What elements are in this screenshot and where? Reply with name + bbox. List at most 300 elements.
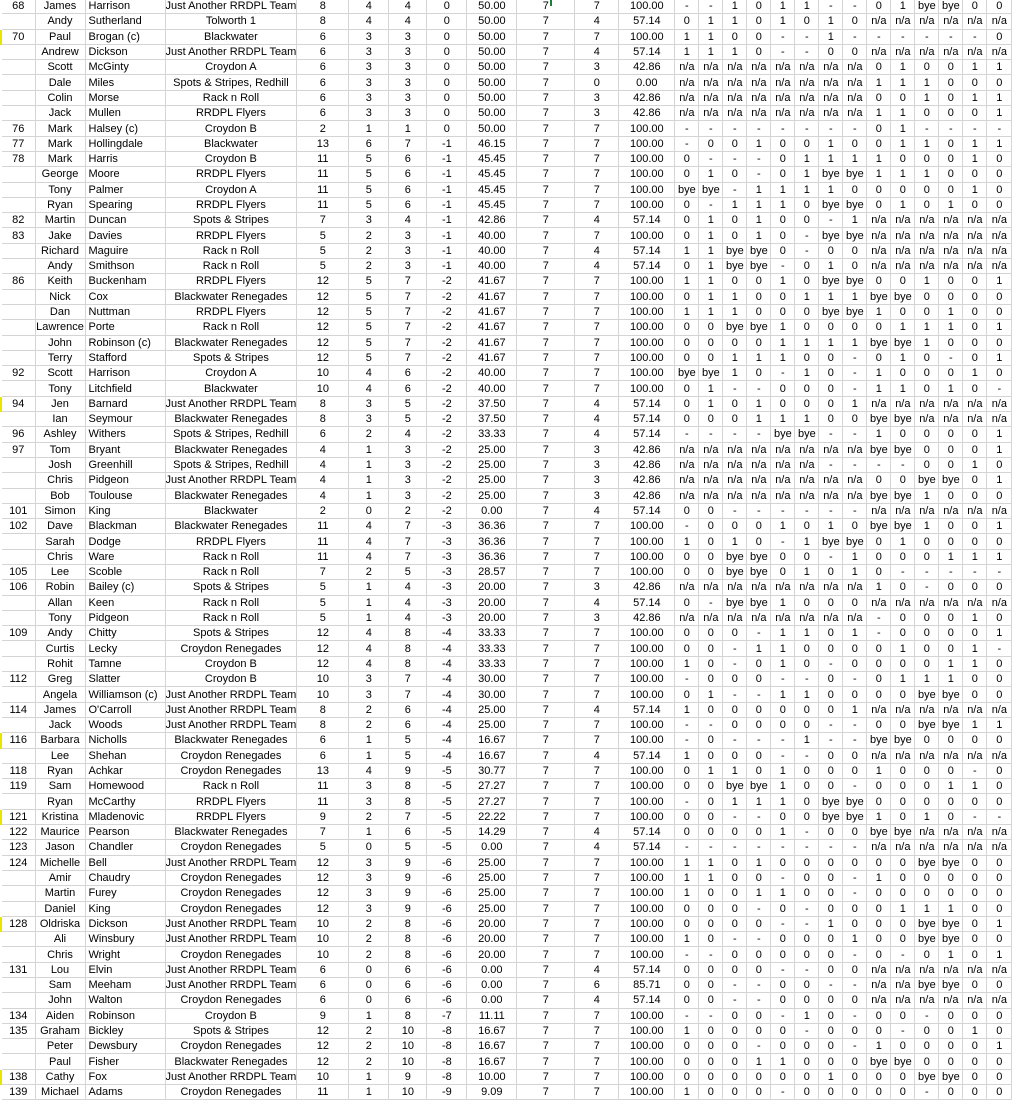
- result-cell[interactable]: 0: [795, 350, 819, 365]
- max-weeks-cell[interactable]: 7: [517, 733, 575, 748]
- weeks-played-cell[interactable]: 7: [575, 350, 619, 365]
- attendance-pct-cell[interactable]: 42.86: [619, 106, 675, 121]
- result-cell[interactable]: 1: [939, 381, 963, 396]
- result-cell[interactable]: 0: [771, 213, 795, 228]
- lost-cell[interactable]: 7: [389, 335, 427, 350]
- won-cell[interactable]: 1: [349, 1008, 389, 1023]
- win-pct-cell[interactable]: 30.00: [467, 672, 517, 687]
- result-cell[interactable]: 1: [675, 656, 699, 671]
- plus-minus-cell[interactable]: 0: [427, 75, 467, 90]
- last-name-cell[interactable]: Adams: [85, 1085, 165, 1100]
- win-pct-cell[interactable]: 37.50: [467, 396, 517, 411]
- weeks-played-cell[interactable]: 7: [575, 870, 619, 885]
- attendance-pct-cell[interactable]: 100.00: [619, 870, 675, 885]
- position-cell[interactable]: [1, 610, 35, 625]
- result-cell[interactable]: n/a: [843, 442, 867, 457]
- team-cell[interactable]: Blackwater Renegades: [165, 519, 297, 534]
- result-cell[interactable]: n/a: [987, 702, 1012, 717]
- won-cell[interactable]: 0: [349, 993, 389, 1008]
- result-cell[interactable]: 0: [723, 855, 747, 870]
- plus-minus-cell[interactable]: -4: [427, 733, 467, 748]
- result-cell[interactable]: 0: [819, 886, 843, 901]
- max-weeks-cell[interactable]: 7: [517, 840, 575, 855]
- lost-cell[interactable]: 7: [389, 136, 427, 151]
- result-cell[interactable]: 1: [795, 626, 819, 641]
- result-cell[interactable]: n/a: [963, 825, 987, 840]
- result-cell[interactable]: 0: [891, 1008, 915, 1023]
- attendance-pct-cell[interactable]: 42.86: [619, 442, 675, 457]
- result-cell[interactable]: bye: [747, 243, 771, 258]
- max-weeks-cell[interactable]: 7: [517, 993, 575, 1008]
- weeks-played-cell[interactable]: 7: [575, 1008, 619, 1023]
- result-cell[interactable]: 0: [915, 60, 939, 75]
- result-cell[interactable]: 0: [963, 534, 987, 549]
- plus-minus-cell[interactable]: -3: [427, 564, 467, 579]
- team-cell[interactable]: Croydon Renegades: [165, 993, 297, 1008]
- weeks-played-cell[interactable]: 3: [575, 488, 619, 503]
- result-cell[interactable]: 0: [819, 381, 843, 396]
- result-cell[interactable]: n/a: [699, 90, 723, 105]
- result-cell[interactable]: 0: [819, 870, 843, 885]
- played-cell[interactable]: 10: [297, 366, 349, 381]
- attendance-pct-cell[interactable]: 57.14: [619, 213, 675, 228]
- plus-minus-cell[interactable]: 0: [427, 44, 467, 59]
- first-name-cell[interactable]: Barbara: [35, 733, 85, 748]
- team-cell[interactable]: Rack n Roll: [165, 259, 297, 274]
- team-cell[interactable]: Just Another RRDPL Team: [165, 397, 297, 410]
- result-cell[interactable]: 0: [891, 90, 915, 105]
- result-cell[interactable]: 1: [771, 412, 795, 427]
- team-cell[interactable]: Tolworth 1: [165, 14, 297, 29]
- played-cell[interactable]: 12: [297, 274, 349, 289]
- result-cell[interactable]: -: [891, 1023, 915, 1038]
- lost-cell[interactable]: 7: [389, 289, 427, 304]
- result-cell[interactable]: 0: [939, 151, 963, 166]
- result-cell[interactable]: n/a: [843, 580, 867, 595]
- played-cell[interactable]: 10: [297, 916, 349, 931]
- position-cell[interactable]: [1, 549, 35, 564]
- first-name-cell[interactable]: Jack: [35, 717, 85, 732]
- result-cell[interactable]: n/a: [915, 840, 939, 855]
- win-pct-cell[interactable]: 46.15: [467, 136, 517, 151]
- result-cell[interactable]: 0: [795, 320, 819, 335]
- result-cell[interactable]: 0: [795, 855, 819, 870]
- won-cell[interactable]: 1: [349, 733, 389, 748]
- result-cell[interactable]: 0: [915, 106, 939, 121]
- result-cell[interactable]: 0: [675, 151, 699, 166]
- result-cell[interactable]: bye: [939, 687, 963, 702]
- team-cell[interactable]: Spots & Stripes: [165, 626, 297, 641]
- position-cell[interactable]: [1, 335, 35, 350]
- win-pct-cell[interactable]: 42.86: [467, 213, 517, 228]
- won-cell[interactable]: 1: [349, 473, 389, 488]
- result-cell[interactable]: 0: [987, 366, 1012, 381]
- result-cell[interactable]: 1: [699, 213, 723, 228]
- win-pct-cell[interactable]: 36.36: [467, 519, 517, 534]
- result-cell[interactable]: n/a: [723, 610, 747, 625]
- result-cell[interactable]: -: [675, 121, 699, 136]
- result-cell[interactable]: n/a: [675, 473, 699, 488]
- result-cell[interactable]: 0: [987, 687, 1012, 702]
- result-cell[interactable]: 0: [939, 442, 963, 457]
- result-cell[interactable]: 0: [963, 1039, 987, 1054]
- result-cell[interactable]: bye: [723, 243, 747, 258]
- result-cell[interactable]: bye: [867, 825, 891, 840]
- result-cell[interactable]: 1: [675, 855, 699, 870]
- max-weeks-cell[interactable]: 7: [517, 396, 575, 411]
- result-cell[interactable]: -: [771, 1008, 795, 1023]
- result-cell[interactable]: 0: [939, 519, 963, 534]
- result-cell[interactable]: bye: [819, 534, 843, 549]
- result-cell[interactable]: 1: [843, 151, 867, 166]
- result-cell[interactable]: 0: [843, 1054, 867, 1069]
- result-cell[interactable]: n/a: [747, 106, 771, 121]
- win-pct-cell[interactable]: 50.00: [467, 90, 517, 105]
- lost-cell[interactable]: 10: [389, 1039, 427, 1054]
- weeks-played-cell[interactable]: 4: [575, 412, 619, 427]
- weeks-played-cell[interactable]: 6: [575, 978, 619, 993]
- result-cell[interactable]: -: [723, 641, 747, 656]
- result-cell[interactable]: -: [795, 916, 819, 931]
- result-cell[interactable]: 0: [747, 366, 771, 381]
- result-cell[interactable]: 0: [867, 916, 891, 931]
- result-cell[interactable]: 1: [963, 366, 987, 381]
- plus-minus-cell[interactable]: -3: [427, 519, 467, 534]
- position-cell[interactable]: [1, 304, 35, 319]
- position-cell[interactable]: 78: [1, 151, 35, 166]
- attendance-pct-cell[interactable]: 100.00: [619, 717, 675, 732]
- won-cell[interactable]: 5: [349, 289, 389, 304]
- result-cell[interactable]: n/a: [891, 228, 915, 243]
- first-name-cell[interactable]: Ryan: [35, 794, 85, 809]
- result-cell[interactable]: 1: [843, 549, 867, 564]
- played-cell[interactable]: 11: [297, 779, 349, 794]
- team-cell[interactable]: Blackwater Renegades: [165, 289, 297, 304]
- first-name-cell[interactable]: Tom: [35, 442, 85, 457]
- result-cell[interactable]: -: [723, 121, 747, 136]
- result-cell[interactable]: 0: [675, 335, 699, 350]
- result-cell[interactable]: 0: [771, 932, 795, 947]
- result-cell[interactable]: 0: [675, 396, 699, 411]
- first-name-cell[interactable]: Ashley: [35, 427, 85, 442]
- result-cell[interactable]: n/a: [747, 457, 771, 472]
- result-cell[interactable]: -: [699, 151, 723, 166]
- result-cell[interactable]: -: [891, 29, 915, 44]
- result-cell[interactable]: 0: [915, 289, 939, 304]
- lost-cell[interactable]: 10: [389, 1023, 427, 1038]
- result-cell[interactable]: bye: [867, 335, 891, 350]
- result-cell[interactable]: n/a: [915, 243, 939, 258]
- position-cell[interactable]: 135: [1, 1023, 35, 1038]
- result-cell[interactable]: -: [939, 350, 963, 365]
- max-weeks-cell[interactable]: 7: [517, 1085, 575, 1100]
- last-name-cell[interactable]: Nicholls: [85, 733, 165, 748]
- result-cell[interactable]: 0: [915, 534, 939, 549]
- weeks-played-cell[interactable]: 4: [575, 595, 619, 610]
- won-cell[interactable]: 3: [349, 794, 389, 809]
- won-cell[interactable]: 0: [349, 962, 389, 977]
- result-cell[interactable]: 0: [723, 962, 747, 977]
- result-cell[interactable]: 0: [819, 702, 843, 717]
- team-cell[interactable]: Croydon A: [165, 182, 297, 197]
- result-cell[interactable]: 1: [747, 855, 771, 870]
- first-name-cell[interactable]: Richard: [35, 243, 85, 258]
- result-cell[interactable]: 1: [867, 1039, 891, 1054]
- result-cell[interactable]: 0: [699, 626, 723, 641]
- lost-cell[interactable]: 7: [389, 274, 427, 289]
- attendance-pct-cell[interactable]: 100.00: [619, 855, 675, 870]
- result-cell[interactable]: bye: [915, 473, 939, 488]
- last-name-cell[interactable]: Elvin: [85, 962, 165, 977]
- result-cell[interactable]: -: [987, 809, 1012, 824]
- result-cell[interactable]: -: [843, 779, 867, 794]
- result-cell[interactable]: 1: [867, 304, 891, 319]
- result-cell[interactable]: -: [675, 840, 699, 855]
- result-cell[interactable]: 1: [723, 0, 747, 14]
- result-cell[interactable]: 0: [891, 549, 915, 564]
- result-cell[interactable]: 1: [867, 809, 891, 824]
- plus-minus-cell[interactable]: -6: [427, 962, 467, 977]
- result-cell[interactable]: 1: [675, 274, 699, 289]
- attendance-pct-cell[interactable]: 42.86: [619, 580, 675, 595]
- result-cell[interactable]: 0: [795, 197, 819, 212]
- max-weeks-cell[interactable]: 7: [517, 656, 575, 671]
- result-cell[interactable]: 0: [795, 993, 819, 1008]
- result-cell[interactable]: 0: [867, 197, 891, 212]
- plus-minus-cell[interactable]: -8: [427, 1023, 467, 1038]
- result-cell[interactable]: -: [819, 0, 843, 14]
- result-cell[interactable]: -: [795, 825, 819, 840]
- weeks-played-cell[interactable]: 7: [575, 947, 619, 962]
- result-cell[interactable]: 0: [987, 978, 1012, 993]
- result-cell[interactable]: 0: [987, 672, 1012, 687]
- last-name-cell[interactable]: Robinson: [85, 1008, 165, 1023]
- result-cell[interactable]: n/a: [915, 825, 939, 840]
- win-pct-cell[interactable]: 25.00: [467, 717, 517, 732]
- last-name-cell[interactable]: Homewood: [85, 779, 165, 794]
- last-name-cell[interactable]: Ware: [85, 549, 165, 564]
- result-cell[interactable]: 1: [891, 641, 915, 656]
- lost-cell[interactable]: 3: [389, 259, 427, 274]
- result-cell[interactable]: -: [819, 427, 843, 442]
- result-cell[interactable]: 1: [891, 672, 915, 687]
- lost-cell[interactable]: 3: [389, 90, 427, 105]
- win-pct-cell[interactable]: 16.67: [467, 733, 517, 748]
- result-cell[interactable]: 1: [987, 274, 1012, 289]
- result-cell[interactable]: -: [843, 870, 867, 885]
- last-name-cell[interactable]: Harris: [85, 151, 165, 166]
- result-cell[interactable]: n/a: [843, 75, 867, 90]
- result-cell[interactable]: -: [843, 978, 867, 993]
- attendance-pct-cell[interactable]: 100.00: [619, 182, 675, 197]
- last-name-cell[interactable]: Davies: [85, 228, 165, 243]
- first-name-cell[interactable]: Graham: [35, 1023, 85, 1038]
- result-cell[interactable]: -: [675, 0, 699, 14]
- result-cell[interactable]: 0: [723, 29, 747, 44]
- result-cell[interactable]: -: [699, 0, 723, 14]
- max-weeks-cell[interactable]: 7: [517, 366, 575, 381]
- first-name-cell[interactable]: Rohit: [35, 656, 85, 671]
- played-cell[interactable]: 12: [297, 641, 349, 656]
- result-cell[interactable]: 0: [747, 656, 771, 671]
- attendance-pct-cell[interactable]: 100.00: [619, 1008, 675, 1023]
- result-cell[interactable]: -: [963, 809, 987, 824]
- played-cell[interactable]: 10: [297, 687, 349, 702]
- result-cell[interactable]: 1: [699, 274, 723, 289]
- plus-minus-cell[interactable]: -1: [427, 259, 467, 274]
- result-cell[interactable]: n/a: [795, 75, 819, 90]
- win-pct-cell[interactable]: 41.67: [467, 304, 517, 319]
- result-cell[interactable]: 0: [771, 993, 795, 1008]
- attendance-pct-cell[interactable]: 57.14: [619, 44, 675, 59]
- result-cell[interactable]: 0: [699, 320, 723, 335]
- result-cell[interactable]: n/a: [771, 473, 795, 488]
- plus-minus-cell[interactable]: -8: [427, 1069, 467, 1084]
- result-cell[interactable]: 0: [675, 1039, 699, 1054]
- result-cell[interactable]: bye: [891, 442, 915, 457]
- position-cell[interactable]: [1, 978, 35, 993]
- played-cell[interactable]: 4: [297, 442, 349, 457]
- first-name-cell[interactable]: John: [35, 335, 85, 350]
- result-cell[interactable]: 0: [771, 947, 795, 962]
- result-cell[interactable]: 1: [723, 350, 747, 365]
- result-cell[interactable]: n/a: [891, 396, 915, 411]
- plus-minus-cell[interactable]: -5: [427, 779, 467, 794]
- last-name-cell[interactable]: Mladenovic: [85, 809, 165, 824]
- result-cell[interactable]: 0: [843, 519, 867, 534]
- position-cell[interactable]: 109: [1, 626, 35, 641]
- result-cell[interactable]: 0: [891, 656, 915, 671]
- last-name-cell[interactable]: Tamne: [85, 656, 165, 671]
- result-cell[interactable]: 0: [675, 197, 699, 212]
- first-name-cell[interactable]: Mark: [35, 136, 85, 151]
- team-cell[interactable]: RRDPL Flyers: [165, 809, 297, 824]
- result-cell[interactable]: bye: [867, 1054, 891, 1069]
- result-cell[interactable]: 1: [699, 259, 723, 274]
- result-cell[interactable]: n/a: [795, 488, 819, 503]
- last-name-cell[interactable]: Bryant: [85, 442, 165, 457]
- result-cell[interactable]: -: [819, 840, 843, 855]
- first-name-cell[interactable]: Aiden: [35, 1008, 85, 1023]
- plus-minus-cell[interactable]: -3: [427, 549, 467, 564]
- result-cell[interactable]: n/a: [963, 748, 987, 763]
- lost-cell[interactable]: 4: [389, 427, 427, 442]
- played-cell[interactable]: 12: [297, 1023, 349, 1038]
- result-cell[interactable]: 0: [963, 580, 987, 595]
- result-cell[interactable]: bye: [819, 197, 843, 212]
- plus-minus-cell[interactable]: -4: [427, 656, 467, 671]
- result-cell[interactable]: -: [795, 29, 819, 44]
- last-name-cell[interactable]: Bickley: [85, 1023, 165, 1038]
- result-cell[interactable]: bye: [723, 595, 747, 610]
- result-cell[interactable]: 0: [867, 672, 891, 687]
- position-cell[interactable]: 92: [1, 366, 35, 381]
- plus-minus-cell[interactable]: -4: [427, 717, 467, 732]
- result-cell[interactable]: n/a: [915, 259, 939, 274]
- max-weeks-cell[interactable]: 7: [517, 519, 575, 534]
- result-cell[interactable]: n/a: [819, 488, 843, 503]
- result-cell[interactable]: 0: [963, 1054, 987, 1069]
- result-cell[interactable]: 1: [987, 60, 1012, 75]
- result-cell[interactable]: 1: [939, 947, 963, 962]
- result-cell[interactable]: 1: [987, 427, 1012, 442]
- result-cell[interactable]: 0: [963, 794, 987, 809]
- won-cell[interactable]: 4: [349, 14, 389, 29]
- last-name-cell[interactable]: Greenhill: [85, 457, 165, 472]
- result-cell[interactable]: -: [747, 901, 771, 916]
- played-cell[interactable]: 10: [297, 1069, 349, 1084]
- result-cell[interactable]: 0: [843, 641, 867, 656]
- result-cell[interactable]: -: [723, 687, 747, 702]
- result-cell[interactable]: 0: [891, 794, 915, 809]
- result-cell[interactable]: 1: [699, 243, 723, 258]
- first-name-cell[interactable]: Scott: [35, 366, 85, 381]
- result-cell[interactable]: 1: [795, 534, 819, 549]
- result-cell[interactable]: 0: [795, 947, 819, 962]
- result-cell[interactable]: 0: [987, 167, 1012, 182]
- result-cell[interactable]: 0: [795, 14, 819, 29]
- result-cell[interactable]: -: [675, 794, 699, 809]
- team-cell[interactable]: RRDPL Flyers: [165, 228, 297, 243]
- result-cell[interactable]: 0: [987, 488, 1012, 503]
- result-cell[interactable]: n/a: [939, 44, 963, 59]
- position-cell[interactable]: [1, 1039, 35, 1054]
- won-cell[interactable]: 1: [349, 442, 389, 457]
- plus-minus-cell[interactable]: -5: [427, 809, 467, 824]
- result-cell[interactable]: n/a: [987, 840, 1012, 855]
- won-cell[interactable]: 5: [349, 304, 389, 319]
- result-cell[interactable]: 0: [699, 901, 723, 916]
- result-cell[interactable]: 1: [747, 182, 771, 197]
- result-cell[interactable]: 0: [699, 794, 723, 809]
- result-cell[interactable]: 0: [963, 335, 987, 350]
- won-cell[interactable]: 1: [349, 457, 389, 472]
- result-cell[interactable]: bye: [939, 473, 963, 488]
- played-cell[interactable]: 12: [297, 886, 349, 901]
- plus-minus-cell[interactable]: -1: [427, 167, 467, 182]
- first-name-cell[interactable]: Andy: [35, 259, 85, 274]
- result-cell[interactable]: bye: [867, 289, 891, 304]
- result-cell[interactable]: n/a: [915, 213, 939, 228]
- result-cell[interactable]: -: [747, 687, 771, 702]
- plus-minus-cell[interactable]: -1: [427, 182, 467, 197]
- result-cell[interactable]: n/a: [819, 106, 843, 121]
- result-cell[interactable]: -: [675, 672, 699, 687]
- plus-minus-cell[interactable]: -1: [427, 213, 467, 228]
- played-cell[interactable]: 11: [297, 534, 349, 549]
- result-cell[interactable]: 0: [963, 672, 987, 687]
- win-pct-cell[interactable]: 50.00: [467, 44, 517, 59]
- plus-minus-cell[interactable]: -1: [427, 243, 467, 258]
- result-cell[interactable]: 0: [771, 901, 795, 916]
- team-cell[interactable]: Croydon Renegades: [165, 1039, 297, 1054]
- result-cell[interactable]: 0: [747, 1085, 771, 1100]
- lost-cell[interactable]: 6: [389, 182, 427, 197]
- first-name-cell[interactable]: Ali: [35, 932, 85, 947]
- lost-cell[interactable]: 4: [389, 580, 427, 595]
- result-cell[interactable]: 0: [819, 855, 843, 870]
- result-cell[interactable]: 0: [867, 473, 891, 488]
- result-cell[interactable]: 1: [747, 641, 771, 656]
- played-cell[interactable]: 6: [297, 427, 349, 442]
- result-cell[interactable]: 0: [915, 641, 939, 656]
- result-cell[interactable]: -: [723, 151, 747, 166]
- won-cell[interactable]: 4: [349, 656, 389, 671]
- result-cell[interactable]: bye: [939, 717, 963, 732]
- result-cell[interactable]: 0: [699, 1085, 723, 1100]
- team-cell[interactable]: Just Another RRDPL Team: [165, 933, 297, 946]
- team-cell[interactable]: Rack n Roll: [165, 779, 297, 794]
